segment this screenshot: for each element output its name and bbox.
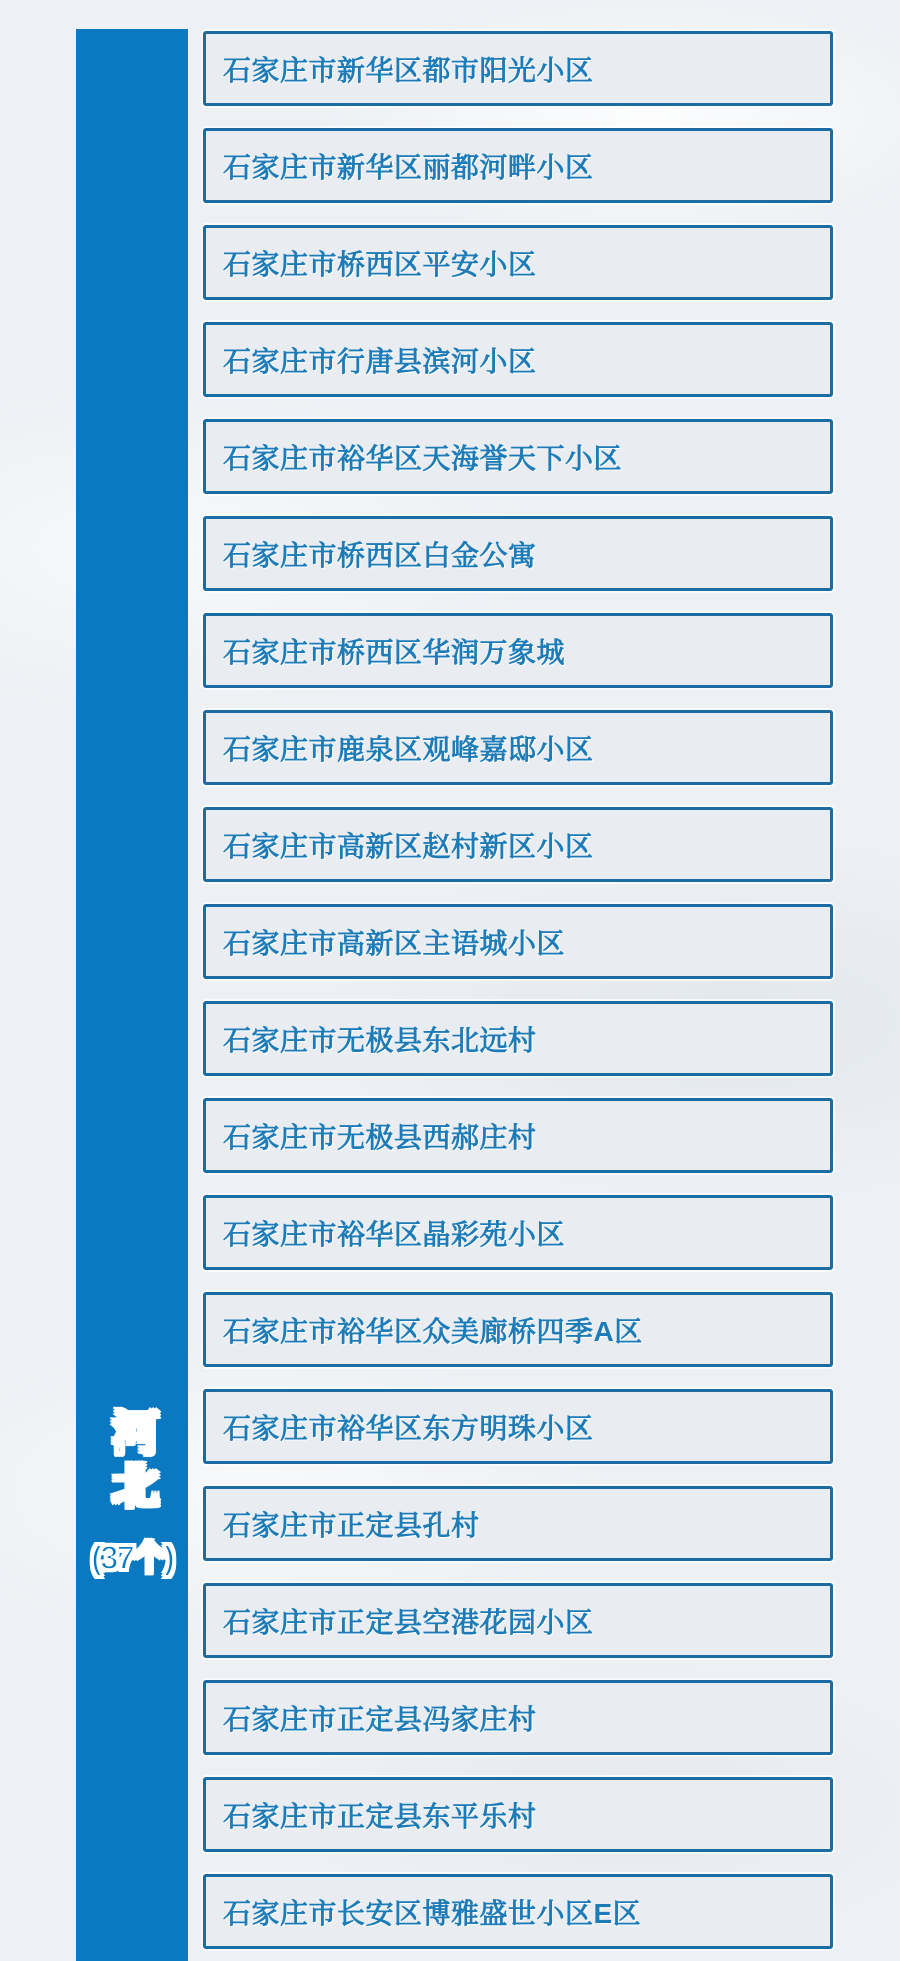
community-name: 石家庄市正定县空港花园小区 [223, 1606, 594, 1638]
community-name: 石家庄市裕华区东方明珠小区 [223, 1412, 594, 1444]
community-list [203, 31, 833, 1949]
community-box [203, 1292, 833, 1367]
province-label [76, 1408, 188, 1579]
community-box [203, 904, 833, 979]
community-name: 石家庄市桥西区华润万象城 [223, 636, 566, 668]
community-name: 石家庄市高新区赵村新区小区 [223, 830, 594, 862]
community-name: 石家庄市桥西区平安小区 [223, 248, 537, 280]
community-name: 石家庄市高新区主语城小区 [223, 927, 566, 959]
community-name: 石家庄市长安区博雅盛世小区E区 [223, 1897, 642, 1929]
community-box [203, 128, 833, 203]
community-box [203, 322, 833, 397]
community-box [203, 1680, 833, 1755]
province-count: (37个) [91, 1539, 173, 1576]
community-box [203, 1098, 833, 1173]
community-name: 石家庄市无极县东北远村 [223, 1024, 537, 1056]
community-box [203, 613, 833, 688]
community-name: 石家庄市正定县冯家庄村 [223, 1703, 537, 1735]
community-box [203, 1777, 833, 1852]
province-name: 河北 [106, 1408, 159, 1514]
community-box [203, 225, 833, 300]
community-box [203, 710, 833, 785]
community-name: 石家庄市鹿泉区观峰嘉邸小区 [223, 733, 594, 765]
community-name: 石家庄市新华区都市阳光小区 [223, 54, 594, 86]
community-name: 石家庄市无极县西郝庄村 [223, 1121, 537, 1153]
province-bar [76, 29, 188, 1961]
community-name: 石家庄市正定县东平乐村 [223, 1800, 537, 1832]
community-box [203, 807, 833, 882]
community-box [203, 1001, 833, 1076]
community-name: 石家庄市桥西区白金公寓 [223, 539, 537, 571]
community-box [203, 1486, 833, 1561]
community-box [203, 1195, 833, 1270]
community-box [203, 1874, 833, 1949]
community-name: 石家庄市行唐县滨河小区 [223, 345, 537, 377]
community-name: 石家庄市正定县孔村 [223, 1509, 480, 1541]
community-box [203, 31, 833, 106]
community-name: 石家庄市裕华区晶彩苑小区 [223, 1218, 566, 1250]
community-box [203, 1389, 833, 1464]
community-name: 石家庄市裕华区众美廊桥四季A区 [223, 1315, 643, 1347]
community-box [203, 516, 833, 591]
community-box [203, 1583, 833, 1658]
community-name: 石家庄市裕华区天海誉天下小区 [223, 442, 623, 474]
community-name: 石家庄市新华区丽都河畔小区 [223, 151, 594, 183]
community-box [203, 419, 833, 494]
